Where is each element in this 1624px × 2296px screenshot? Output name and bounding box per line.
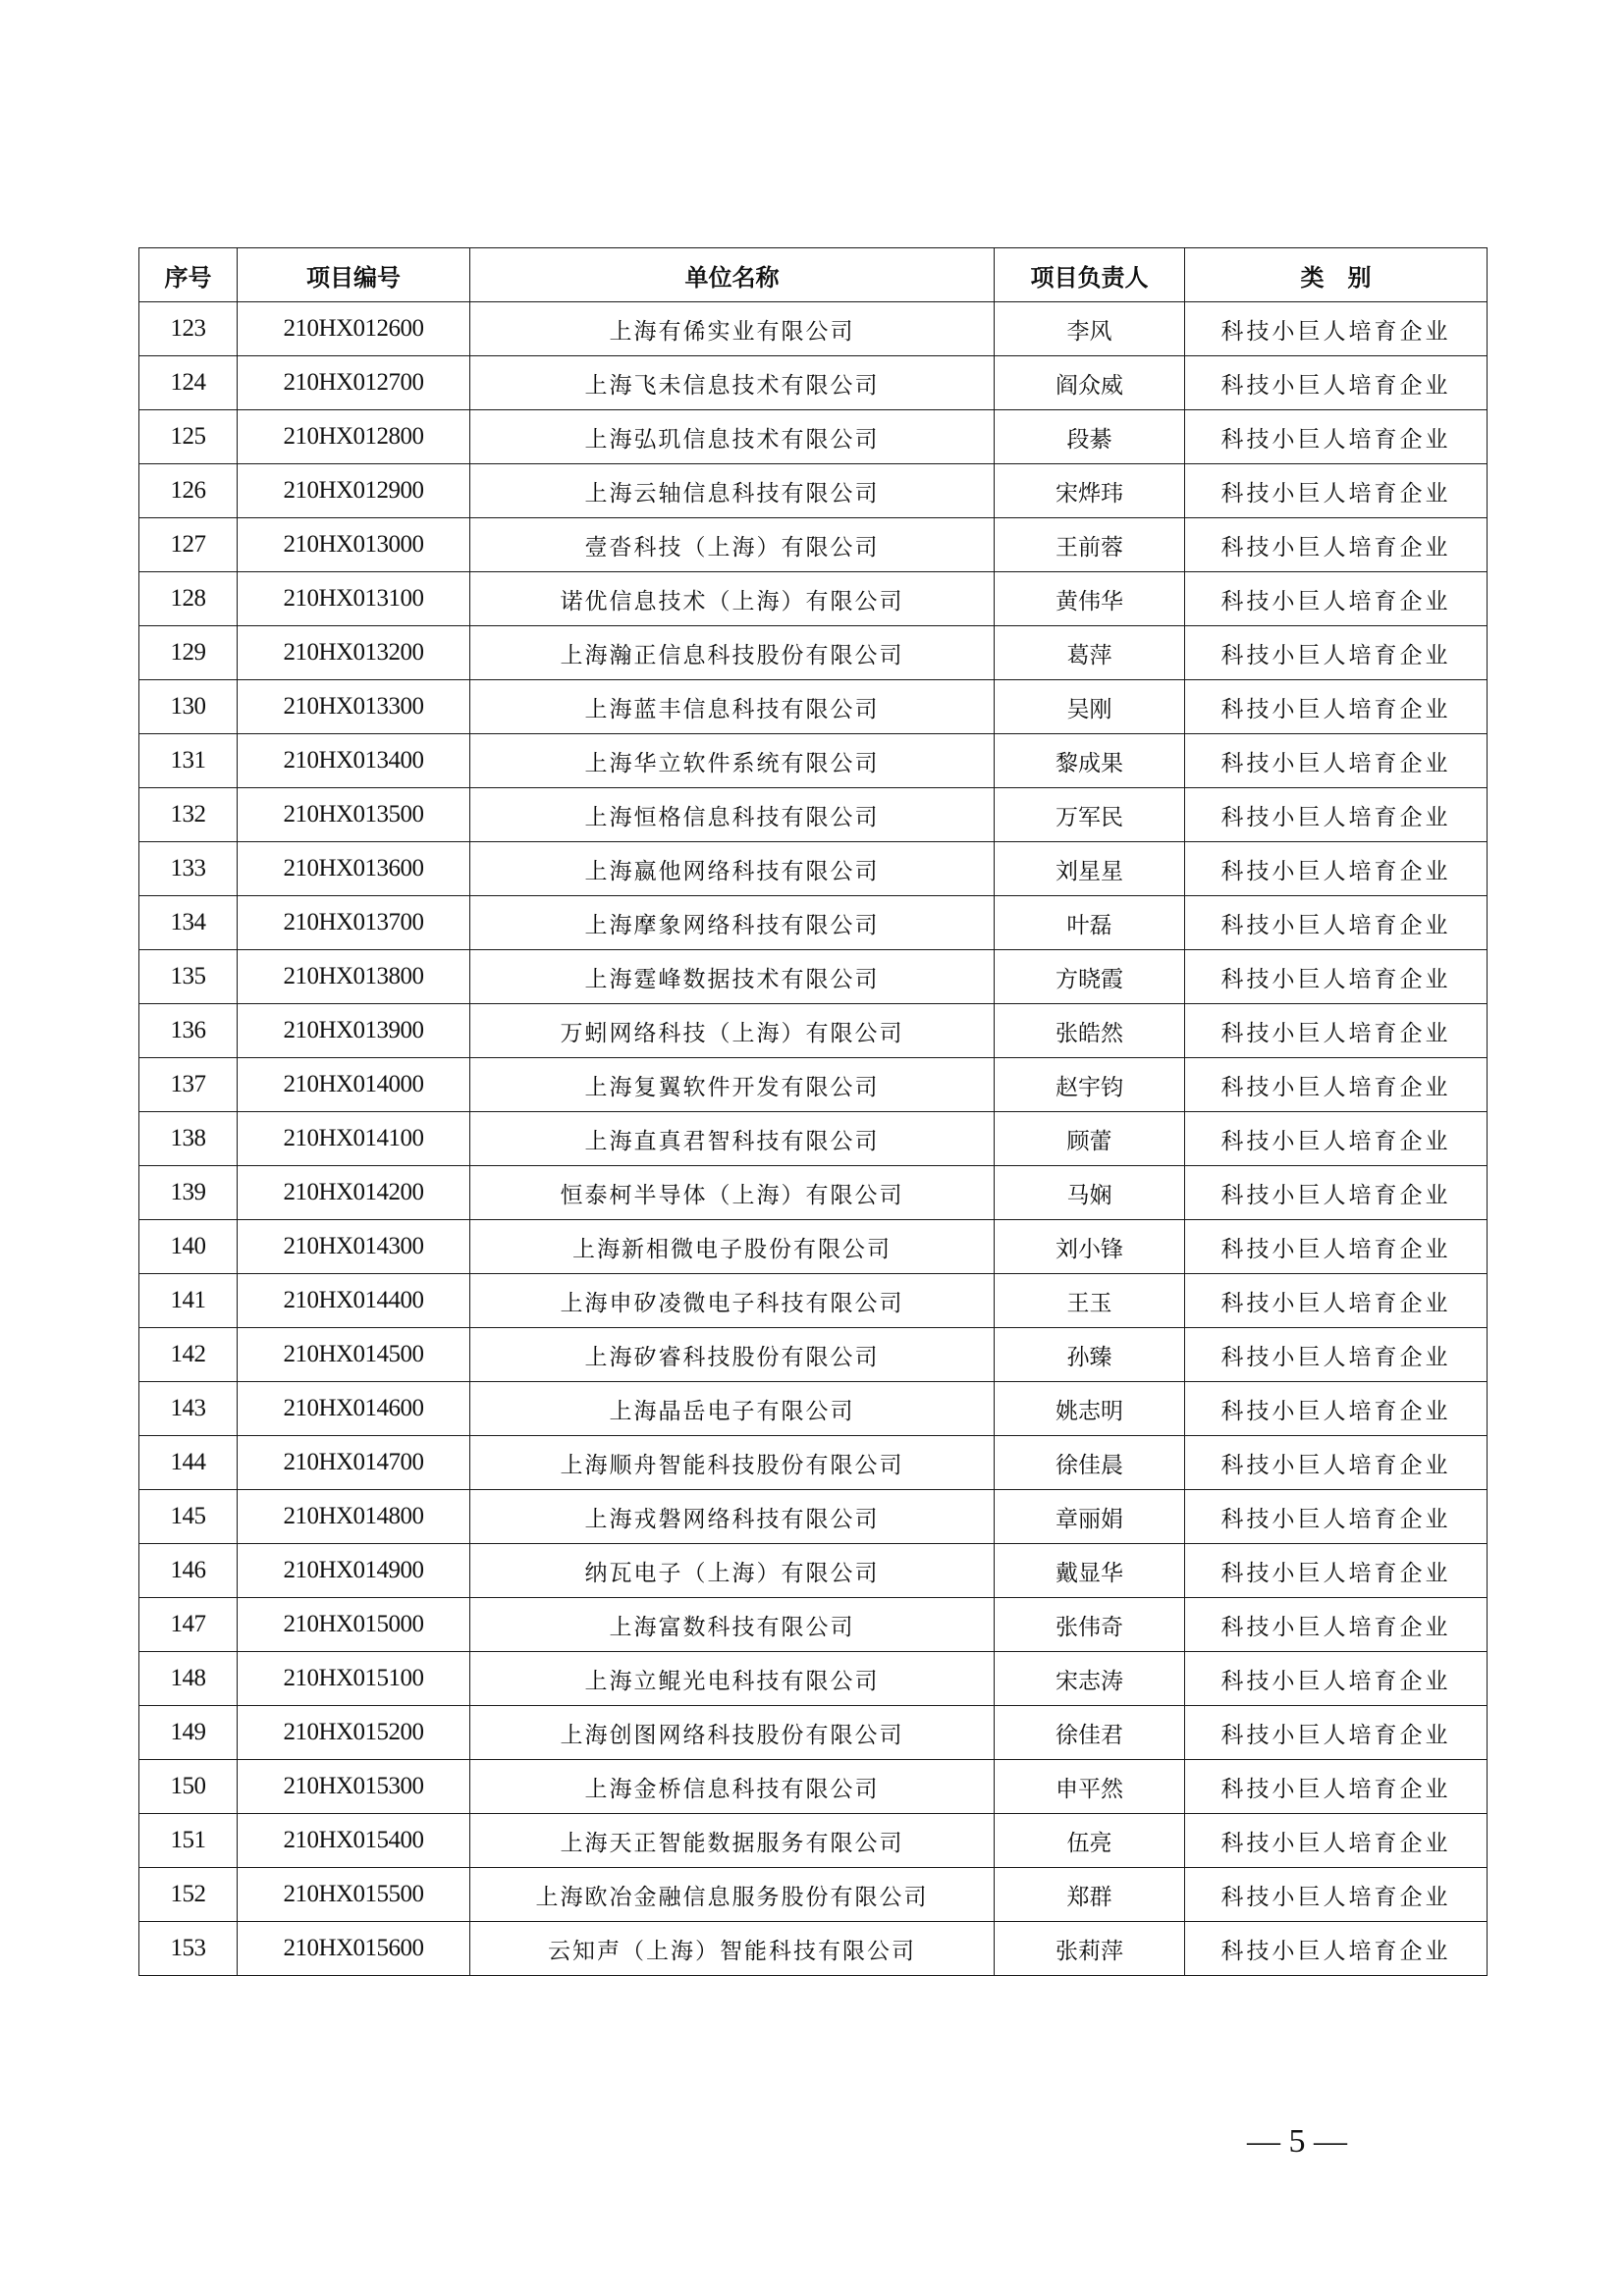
project-leader-cell: 郑群: [995, 1868, 1185, 1922]
table-header-row: [139, 248, 1488, 302]
company-name-cell: 上海复翼软件开发有限公司: [470, 1058, 995, 1112]
category-cell: 科技小巨人培育企业: [1185, 572, 1488, 626]
project-code-cell: 210HX012800: [238, 410, 470, 464]
company-name-cell: 上海蓝丰信息科技有限公司: [470, 680, 995, 734]
header-company-name: 单位名称: [470, 248, 995, 302]
category-cell: 科技小巨人培育企业: [1185, 1274, 1488, 1328]
project-leader-cell: 张伟奇: [995, 1598, 1185, 1652]
category-cell: 科技小巨人培育企业: [1185, 896, 1488, 950]
project-code-cell: 210HX013100: [238, 572, 470, 626]
table-row: [139, 1058, 1488, 1112]
header-serial-no: 序号: [139, 248, 238, 302]
project-code-cell: 210HX015000: [238, 1598, 470, 1652]
project-code-cell: 210HX014300: [238, 1220, 470, 1274]
project-code-cell: 210HX014500: [238, 1328, 470, 1382]
serial-no-cell: 126: [139, 464, 238, 518]
company-name-cell: 上海摩象网络科技有限公司: [470, 896, 995, 950]
project-leader-cell: 黎成果: [995, 734, 1185, 788]
project-leader-cell: 叶磊: [995, 896, 1185, 950]
category-cell: 科技小巨人培育企业: [1185, 1382, 1488, 1436]
company-name-cell: 上海直真君智科技有限公司: [470, 1112, 995, 1166]
project-leader-cell: 王玉: [995, 1274, 1185, 1328]
project-code-cell: 210HX014900: [238, 1544, 470, 1598]
table-row: [139, 1760, 1488, 1814]
project-leader-cell: 姚志明: [995, 1382, 1185, 1436]
category-cell: 科技小巨人培育企业: [1185, 1814, 1488, 1868]
project-leader-cell: 马娴: [995, 1166, 1185, 1220]
project-code-cell: 210HX015200: [238, 1706, 470, 1760]
company-name-cell: 诺优信息技术（上海）有限公司: [470, 572, 995, 626]
table-body: [139, 302, 1488, 1976]
table-row: [139, 734, 1488, 788]
project-leader-cell: 方晓霞: [995, 950, 1185, 1004]
project-code-cell: 210HX015400: [238, 1814, 470, 1868]
company-name-cell: 上海立鲲光电科技有限公司: [470, 1652, 995, 1706]
category-cell: 科技小巨人培育企业: [1185, 950, 1488, 1004]
project-leader-cell: 阎众威: [995, 356, 1185, 410]
project-code-cell: 210HX013900: [238, 1004, 470, 1058]
company-name-cell: 上海霆峰数据技术有限公司: [470, 950, 995, 1004]
project-code-cell: 210HX013200: [238, 626, 470, 680]
category-cell: 科技小巨人培育企业: [1185, 1652, 1488, 1706]
table-row: [139, 1274, 1488, 1328]
header-category: 类 别: [1185, 248, 1488, 302]
project-code-cell: 210HX014700: [238, 1436, 470, 1490]
project-leader-cell: 王前蓉: [995, 518, 1185, 572]
company-name-cell: 上海晶岳电子有限公司: [470, 1382, 995, 1436]
table-row: [139, 1328, 1488, 1382]
category-cell: 科技小巨人培育企业: [1185, 1220, 1488, 1274]
table-row: [139, 842, 1488, 896]
project-leader-cell: 章丽娟: [995, 1490, 1185, 1544]
project-code-cell: 210HX014000: [238, 1058, 470, 1112]
table-row: [139, 788, 1488, 842]
project-code-cell: 210HX013000: [238, 518, 470, 572]
table-row: [139, 1436, 1488, 1490]
table-row: [139, 1652, 1488, 1706]
serial-no-cell: 147: [139, 1598, 238, 1652]
serial-no-cell: 131: [139, 734, 238, 788]
project-leader-cell: 万军民: [995, 788, 1185, 842]
company-name-cell: 上海恒格信息科技有限公司: [470, 788, 995, 842]
project-leader-cell: 宋志涛: [995, 1652, 1185, 1706]
project-leader-cell: 戴显华: [995, 1544, 1185, 1598]
project-code-cell: 210HX013500: [238, 788, 470, 842]
company-name-cell: 上海富数科技有限公司: [470, 1598, 995, 1652]
category-cell: 科技小巨人培育企业: [1185, 1166, 1488, 1220]
serial-no-cell: 133: [139, 842, 238, 896]
company-name-cell: 上海弘玑信息技术有限公司: [470, 410, 995, 464]
project-leader-cell: 徐佳晨: [995, 1436, 1185, 1490]
table-row: [139, 626, 1488, 680]
serial-no-cell: 150: [139, 1760, 238, 1814]
table-row: [139, 1544, 1488, 1598]
serial-no-cell: 142: [139, 1328, 238, 1382]
category-cell: 科技小巨人培育企业: [1185, 1922, 1488, 1976]
company-name-cell: 上海顺舟智能科技股份有限公司: [470, 1436, 995, 1490]
project-leader-cell: 黄伟华: [995, 572, 1185, 626]
category-cell: 科技小巨人培育企业: [1185, 1706, 1488, 1760]
category-cell: 科技小巨人培育企业: [1185, 1760, 1488, 1814]
table-row: [139, 410, 1488, 464]
serial-no-cell: 152: [139, 1868, 238, 1922]
category-cell: 科技小巨人培育企业: [1185, 626, 1488, 680]
header-project-code: 项目编号: [238, 248, 470, 302]
project-code-cell: 210HX013700: [238, 896, 470, 950]
page-number: — 5 —: [1247, 2123, 1347, 2160]
project-leader-cell: 刘星星: [995, 842, 1185, 896]
company-name-cell: 上海戎磐网络科技有限公司: [470, 1490, 995, 1544]
serial-no-cell: 148: [139, 1652, 238, 1706]
table-row: [139, 1112, 1488, 1166]
project-leader-cell: 张莉萍: [995, 1922, 1185, 1976]
serial-no-cell: 144: [139, 1436, 238, 1490]
company-name-cell: 上海华立软件系统有限公司: [470, 734, 995, 788]
project-leader-cell: 葛萍: [995, 626, 1185, 680]
serial-no-cell: 132: [139, 788, 238, 842]
project-code-cell: 210HX014800: [238, 1490, 470, 1544]
serial-no-cell: 138: [139, 1112, 238, 1166]
serial-no-cell: 136: [139, 1004, 238, 1058]
project-leader-cell: 孙臻: [995, 1328, 1185, 1382]
project-leader-cell: 徐佳君: [995, 1706, 1185, 1760]
serial-no-cell: 143: [139, 1382, 238, 1436]
serial-no-cell: 141: [139, 1274, 238, 1328]
serial-no-cell: 151: [139, 1814, 238, 1868]
serial-no-cell: 123: [139, 302, 238, 356]
table-row: [139, 1382, 1488, 1436]
project-code-cell: 210HX013300: [238, 680, 470, 734]
project-code-cell: 210HX014600: [238, 1382, 470, 1436]
table-row: [139, 1490, 1488, 1544]
serial-no-cell: 130: [139, 680, 238, 734]
category-cell: 科技小巨人培育企业: [1185, 842, 1488, 896]
project-leader-cell: 顾蕾: [995, 1112, 1185, 1166]
project-code-cell: 210HX013600: [238, 842, 470, 896]
project-leader-cell: 伍亮: [995, 1814, 1185, 1868]
category-cell: 科技小巨人培育企业: [1185, 518, 1488, 572]
table-row: [139, 1220, 1488, 1274]
serial-no-cell: 153: [139, 1922, 238, 1976]
table-row: [139, 680, 1488, 734]
project-code-cell: 210HX014200: [238, 1166, 470, 1220]
company-name-cell: 万蚓网络科技（上海）有限公司: [470, 1004, 995, 1058]
project-code-cell: 210HX014100: [238, 1112, 470, 1166]
category-cell: 科技小巨人培育企业: [1185, 356, 1488, 410]
table-row: [139, 1004, 1488, 1058]
category-cell: 科技小巨人培育企业: [1185, 302, 1488, 356]
project-leader-cell: 刘小锋: [995, 1220, 1185, 1274]
company-name-cell: 上海创图网络科技股份有限公司: [470, 1706, 995, 1760]
company-name-cell: 纳瓦电子（上海）有限公司: [470, 1544, 995, 1598]
project-leader-cell: 李风: [995, 302, 1185, 356]
company-name-cell: 上海矽睿科技股份有限公司: [470, 1328, 995, 1382]
serial-no-cell: 125: [139, 410, 238, 464]
company-name-cell: 上海有俙实业有限公司: [470, 302, 995, 356]
category-cell: 科技小巨人培育企业: [1185, 1004, 1488, 1058]
category-cell: 科技小巨人培育企业: [1185, 410, 1488, 464]
table-row: [139, 356, 1488, 410]
table-row: [139, 1166, 1488, 1220]
project-code-cell: 210HX015500: [238, 1868, 470, 1922]
table-row: [139, 1814, 1488, 1868]
serial-no-cell: 139: [139, 1166, 238, 1220]
serial-no-cell: 129: [139, 626, 238, 680]
project-list-table: [138, 247, 1488, 1976]
project-code-cell: 210HX012600: [238, 302, 470, 356]
company-name-cell: 上海欧冶金融信息服务股份有限公司: [470, 1868, 995, 1922]
category-cell: 科技小巨人培育企业: [1185, 680, 1488, 734]
table-row: [139, 464, 1488, 518]
table-row: [139, 518, 1488, 572]
project-leader-cell: 宋烨玮: [995, 464, 1185, 518]
company-name-cell: 上海天正智能数据服务有限公司: [470, 1814, 995, 1868]
serial-no-cell: 137: [139, 1058, 238, 1112]
project-code-cell: 210HX013400: [238, 734, 470, 788]
category-cell: 科技小巨人培育企业: [1185, 464, 1488, 518]
serial-no-cell: 140: [139, 1220, 238, 1274]
category-cell: 科技小巨人培育企业: [1185, 734, 1488, 788]
project-code-cell: 210HX012900: [238, 464, 470, 518]
project-code-cell: 210HX015100: [238, 1652, 470, 1706]
project-code-cell: 210HX012700: [238, 356, 470, 410]
category-cell: 科技小巨人培育企业: [1185, 788, 1488, 842]
category-cell: 科技小巨人培育企业: [1185, 1544, 1488, 1598]
project-leader-cell: 申平然: [995, 1760, 1185, 1814]
project-code-cell: 210HX013800: [238, 950, 470, 1004]
category-cell: 科技小巨人培育企业: [1185, 1436, 1488, 1490]
serial-no-cell: 128: [139, 572, 238, 626]
table-row: [139, 950, 1488, 1004]
company-name-cell: 上海飞未信息技术有限公司: [470, 356, 995, 410]
serial-no-cell: 134: [139, 896, 238, 950]
table-row: [139, 572, 1488, 626]
project-leader-cell: 赵宇钧: [995, 1058, 1185, 1112]
header-project-leader: 项目负责人: [995, 248, 1185, 302]
project-code-cell: 210HX015300: [238, 1760, 470, 1814]
company-name-cell: 上海金桥信息科技有限公司: [470, 1760, 995, 1814]
table-row: [139, 1598, 1488, 1652]
company-name-cell: 上海申矽凌微电子科技有限公司: [470, 1274, 995, 1328]
project-code-cell: 210HX015600: [238, 1922, 470, 1976]
category-cell: 科技小巨人培育企业: [1185, 1058, 1488, 1112]
serial-no-cell: 135: [139, 950, 238, 1004]
project-leader-cell: 吴刚: [995, 680, 1185, 734]
table-row: [139, 1922, 1488, 1976]
table-row: [139, 896, 1488, 950]
category-cell: 科技小巨人培育企业: [1185, 1868, 1488, 1922]
company-name-cell: 恒泰柯半导体（上海）有限公司: [470, 1166, 995, 1220]
project-code-cell: 210HX014400: [238, 1274, 470, 1328]
project-leader-cell: 段綦: [995, 410, 1185, 464]
category-cell: 科技小巨人培育企业: [1185, 1112, 1488, 1166]
table-row: [139, 1706, 1488, 1760]
serial-no-cell: 124: [139, 356, 238, 410]
category-cell: 科技小巨人培育企业: [1185, 1490, 1488, 1544]
serial-no-cell: 149: [139, 1706, 238, 1760]
project-leader-cell: 张皓然: [995, 1004, 1185, 1058]
serial-no-cell: 146: [139, 1544, 238, 1598]
company-name-cell: 壹沓科技（上海）有限公司: [470, 518, 995, 572]
table-row: [139, 1868, 1488, 1922]
company-name-cell: 上海云轴信息科技有限公司: [470, 464, 995, 518]
company-name-cell: 云知声（上海）智能科技有限公司: [470, 1922, 995, 1976]
category-cell: 科技小巨人培育企业: [1185, 1598, 1488, 1652]
category-cell: 科技小巨人培育企业: [1185, 1328, 1488, 1382]
company-name-cell: 上海嬴他网络科技有限公司: [470, 842, 995, 896]
company-name-cell: 上海新相微电子股份有限公司: [470, 1220, 995, 1274]
serial-no-cell: 145: [139, 1490, 238, 1544]
table-row: [139, 302, 1488, 356]
company-name-cell: 上海瀚正信息科技股份有限公司: [470, 626, 995, 680]
serial-no-cell: 127: [139, 518, 238, 572]
